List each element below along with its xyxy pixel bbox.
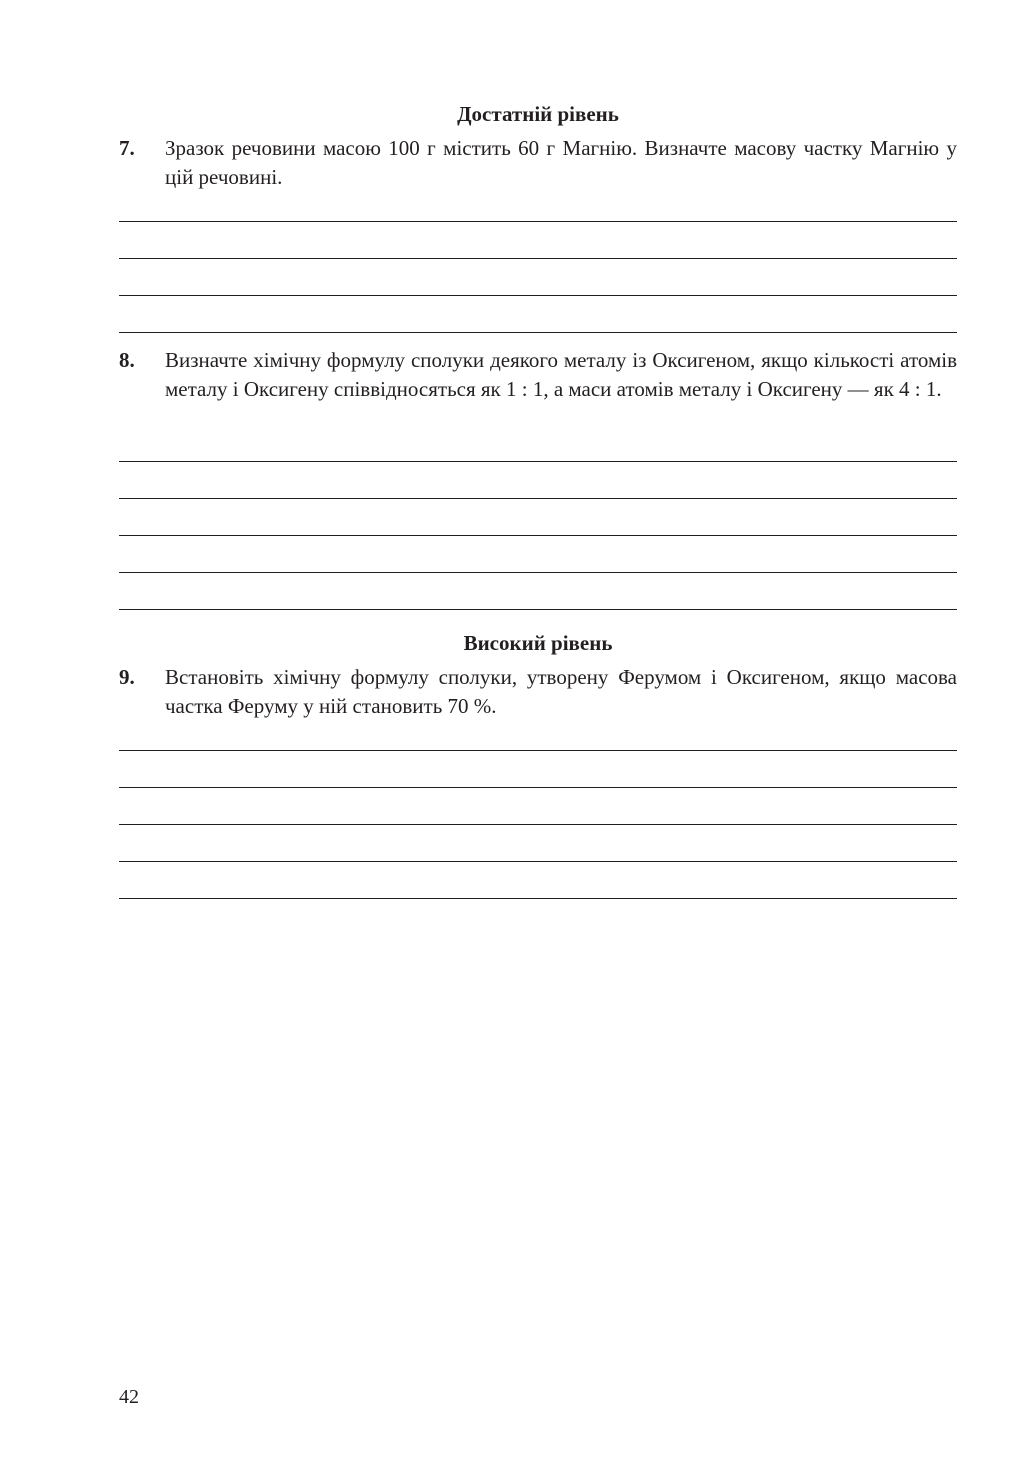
task-text: Визначте хімічну формулу сполуки деякого металу із Оксигеном, якщо кількості атомів металу і Оксигену співвідносяться як 1 : 1, а маси атомів металу і Оксигену — як 4 : 1. [165, 348, 957, 401]
answer-lines-task-7 [119, 186, 957, 333]
answer-line[interactable] [119, 500, 957, 536]
section-heading-sufficient-level: Достатній рівень [457, 102, 619, 126]
task-number: 9. [119, 665, 135, 689]
task-text: Зразок речовини масою 100 г містить 60 г Магнію. Визначте масову частку Магнію у цій речовині. [165, 136, 957, 189]
answer-line[interactable] [119, 789, 957, 825]
task-text: Встановіть хімічну формулу сполуки, утворену Ферумом і Оксигеном, якщо масова частка Феруму у ній становить 70 %. [165, 665, 957, 718]
answer-line[interactable] [119, 752, 957, 788]
page-number: 42 [119, 1386, 139, 1408]
task-number: 8. [119, 348, 135, 372]
answer-line[interactable] [119, 715, 957, 751]
answer-line[interactable] [119, 863, 957, 899]
answer-line[interactable] [119, 826, 957, 862]
answer-lines-task-9 [119, 715, 957, 899]
answer-line[interactable] [119, 186, 957, 222]
section-heading-high-level: Високий рівень [463, 631, 613, 655]
answer-line[interactable] [119, 297, 957, 333]
answer-line[interactable] [119, 537, 957, 573]
answer-line[interactable] [119, 426, 957, 462]
answer-line[interactable] [119, 260, 957, 296]
answer-line[interactable] [119, 463, 957, 499]
task-number: 7. [119, 136, 135, 160]
answer-line[interactable] [119, 574, 957, 610]
answer-line[interactable] [119, 223, 957, 259]
answer-lines-task-8 [119, 426, 957, 610]
